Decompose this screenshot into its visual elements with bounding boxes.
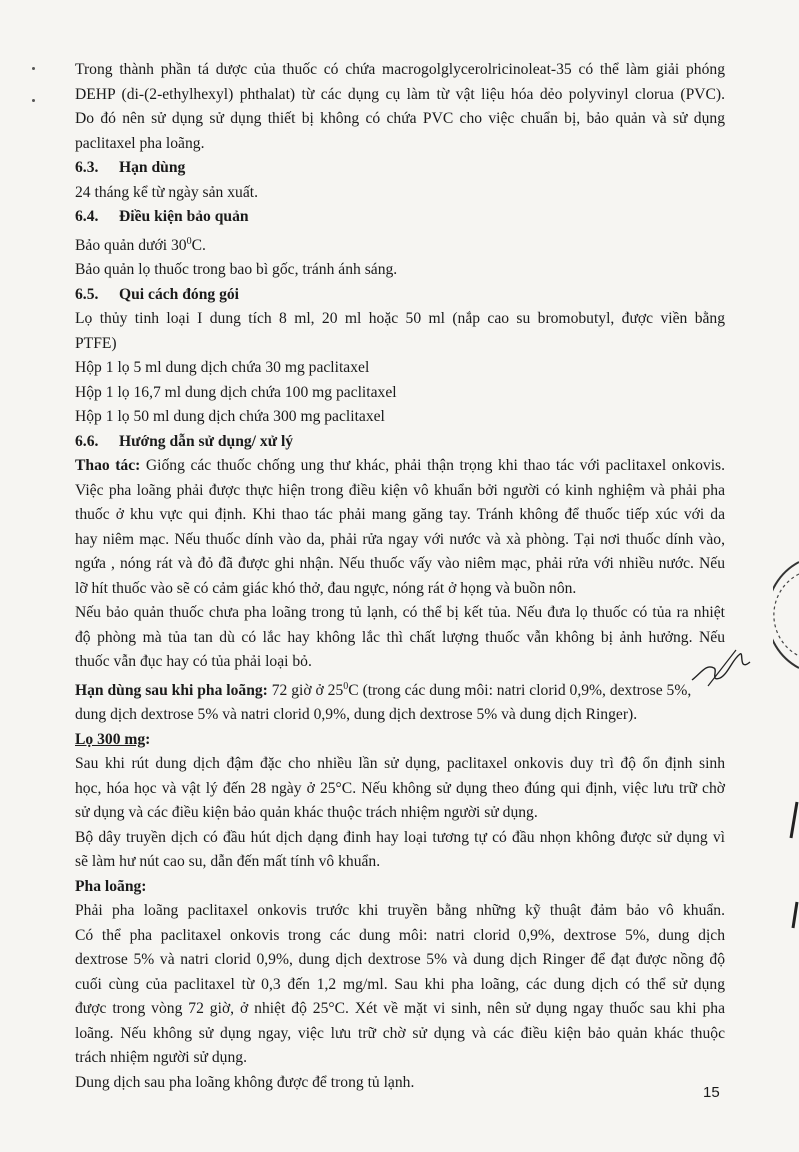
paragraph-intro-line: paclitaxel pha loãng. <box>75 134 205 152</box>
precipitate-line: Nếu bảo quản thuốc chưa pha loãng trong tủ lạnh, có thể bị kết tủa. Nếu đưa lọ thuốc có tủa ra nhiệt <box>75 604 725 622</box>
packaging-line: PTFE) <box>75 334 117 352</box>
handling-line: Việc pha loãng phải được thực hiện trong điều kiện vô khuẩn bởi người có kinh nghiệm và phải pha <box>75 481 725 499</box>
vial-300mg-line: sử dụng và các điều kiện bảo quản khác thuộc trách nhiệm người sử dụng. <box>75 804 538 822</box>
handling-line: Thao tác: Giống các thuốc chống ung thư khác, phải thận trọng khi thao tác với paclitaxel onkovis. <box>75 457 726 475</box>
shelf-life-text: 24 tháng kể từ ngày sản xuất. <box>75 183 258 201</box>
stamp-edge <box>773 560 799 670</box>
dilution-heading: Pha loãng: <box>75 877 147 895</box>
packaging-line: Lọ thủy tinh loại I dung tích 8 ml, 20 ml hoặc 50 ml (nắp cao su bromobutyl, được viền bằng <box>75 310 725 328</box>
handling-line: lỡ hít thuốc vào sẽ có cảm giác khó thở, đau ngực, nóng rát ở họng và buồn nôn. <box>75 579 577 597</box>
infusion-set-line: sẽ làm hư nút cao su, dẫn đến mất tính vô khuẩn. <box>75 853 381 871</box>
page-number: 15 <box>703 1084 720 1101</box>
vial-300mg-line: học, hóa học và vật lý đến 28 ngày ở 25°C. Nếu không sử dụng theo đúng qui định, việc lưu trữ chờ <box>75 779 725 797</box>
packaging-line: Hộp 1 lọ 5 ml dung dịch chứa 30 mg paclitaxel <box>75 359 370 377</box>
dilution-line: được trong vòng 72 giờ, ở nhiệt độ 25°C. Xét về mặt vi sinh, nên sử dụng ngay thuốc sau khi pha <box>75 1000 725 1018</box>
section-heading-6-5: 6.5. Qui cách đóng gói <box>75 285 240 303</box>
scan-mark <box>785 800 799 840</box>
paragraph-intro-line: Trong thành phần tá dược của thuốc có chứa macrogolglycerolricinoleat-35 có thể làm giải phóng <box>75 61 725 78</box>
packaging-line: Hộp 1 lọ 16,7 ml dung dịch chứa 100 mg paclitaxel <box>75 383 397 401</box>
packaging-line: Hộp 1 lọ 50 ml dung dịch chứa 300 mg paclitaxel <box>75 408 385 426</box>
dilution-line: Phải pha loãng paclitaxel onkovis trước khi truyền bằng những kỹ thuật đảm bảo vô khuẩn. <box>75 902 725 920</box>
paragraph-intro-line: Do đó nên sử dụng sử dụng thiết bị không có chứa PVC cho việc chuẩn bị, bảo quản và sử dụng <box>75 110 725 127</box>
signature-mark <box>688 642 758 692</box>
diluted-shelf-life-line: Hạn dùng sau khi pha loãng: 72 giờ ở $25^0C$ (trong các dung môi: natri clorid 0,9%, dextrose 5%, <box>75 680 692 699</box>
section-heading-6-3: 6.3. Hạn dùng <box>75 159 186 176</box>
scan-speck <box>32 67 35 70</box>
vial-300mg-heading: Lọ 300 mg: <box>75 730 151 748</box>
dilution-line: loãng. Nếu không sử dụng ngay, việc lưu trữ chờ sử dụng và các điều kiện bảo quản khác thuộc <box>75 1024 725 1042</box>
scan-mark <box>785 900 799 930</box>
section-heading-6-6: 6.6. Hướng dẫn sử dụng/ xử lý <box>75 432 294 450</box>
section-heading-6-4: 6.4. Điều kiện bảo quản <box>75 208 249 225</box>
document-page <box>75 58 725 1095</box>
scan-speck <box>32 99 35 102</box>
storage-temp-text: Bảo quản dưới $30^0C$. <box>75 235 206 254</box>
diluted-shelf-life-line: dung dịch dextrose 5% và natri clorid 0,9%, dung dịch dextrose 5% và dung dịch Ringer). <box>75 706 638 724</box>
final-note: Dung dịch sau pha loãng không được để trong tủ lạnh. <box>75 1073 415 1091</box>
dilution-line: dextrose 5% và natri clorid 0,9%, dung dịch dextrose 5% và dung dịch Ringer để đạt được nồng độ <box>75 951 725 969</box>
dilution-line: cuối cùng của paclitaxel từ 0,3 đến 1,2 mg/ml. Sau khi pha loãng, các dung dịch có thể sử dụng <box>75 975 725 993</box>
handling-line: hay niêm mạc. Nếu thuốc dính vào da, phải rửa ngay với nước và xà phòng. Tại nơi thuốc dính vào, <box>75 530 725 548</box>
dilution-line: trách nhiệm người sử dụng. <box>75 1049 247 1067</box>
paragraph-intro-line: DEHP (di-(2-ethylhexyl) phthalat) từ các dụng cụ làm từ vật liệu hóa dẻo polyvinyl clorua (PVC). <box>75 85 725 103</box>
storage-light-text: Bảo quản lọ thuốc trong bao bì gốc, tránh ánh sáng. <box>75 261 398 279</box>
vial-300mg-line: Sau khi rút dung dịch đậm đặc cho nhiều lần sử dụng, paclitaxel onkovis duy trì độ ổn định sinh <box>75 755 725 773</box>
precipitate-line: độ phòng mà tủa tan dù có lắc hay không lắc thì chất lượng thuốc vẫn không bị ảnh hưởng. Nếu <box>75 628 725 646</box>
infusion-set-line: Bộ dây truyền dịch có đầu hút dịch dạng đinh hay loại tương tự có đầu nhọn không được sử dụng vì <box>75 828 725 846</box>
handling-line: ngứa , nóng rát và đỏ đã được ghi nhận. Nếu thuốc vấy vào niêm mạc, phải rửa với nhiều nước. Nếu <box>75 555 725 573</box>
handling-line: thuốc ở khu vực qui định. Khi thao tác phải mang găng tay. Tránh không để thuốc tiếp xúc với da <box>75 506 725 524</box>
precipitate-line: thuốc vẫn đục hay có tủa phải loại bỏ. <box>75 653 312 671</box>
dilution-line: Có thể pha paclitaxel onkovis trong các dung môi: natri clorid 0,9%, dextrose 5%, dung dịch <box>75 926 725 944</box>
